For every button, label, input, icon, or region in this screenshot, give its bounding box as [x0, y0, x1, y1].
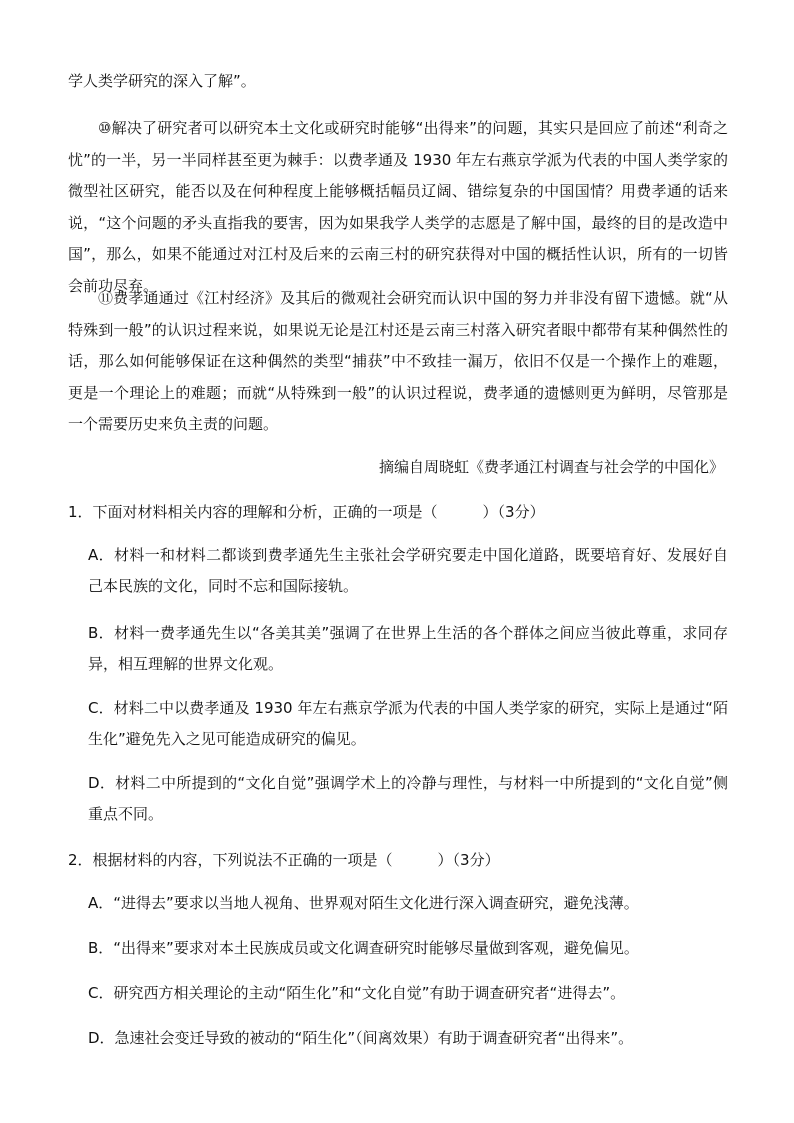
question-2-option-b: B．“出得来”要求对本土民族成员或文化调查研究时能够尽量做到客观，避免偏见。: [88, 939, 639, 957]
passage-source: 摘编自周晓虹《费孝通江村调查与社会学的中国化》: [378, 458, 724, 476]
question-1-option-d: D．材料二中所提到的“文化自觉”强调学术上的冷静与理性，与材料一中所提到的“文化自觉”侧重点不同。: [88, 774, 728, 823]
passage-paragraph-10: ⑩解决了研究者可以研究本土文化或研究时能够“出得来”的问题，其实只是回应了前述“利奇之忧”的一半，另一半同样甚至更为棘手：以费孝通及 1930 年左右燕京学派为代表的中国人类学家的微型社区研究，能否以及在何种程度上能够概括幅员辽阔、错综复杂的中国国情？用费孝通的话来说，“这个问题的矛头直指我的要害，因为如果我学人类学的志愿是了解中国，最终的目的是改造中国”，那么，如果不能通过对江村及后来的云南三村的研究获得对中国的概括性认识，所有的一切皆会前功尽弃。: [68, 119, 728, 295]
question-2-option-c: C．研究西方相关理论的主动“陌生化”和“文化自觉”有助于调查研究者“进得去”。: [88, 984, 626, 1002]
question-2-stem: 2．根据材料的内容，下列说法不正确的一项是（ ）（3分）: [68, 851, 500, 869]
question-2-option-d: D．急速社会变迁导致的被动的“陌生化”（间离效果）有助于调查研究者“出得来”。: [88, 1029, 634, 1047]
passage-continuation: 学人类学研究的深入了解”。: [68, 72, 256, 90]
question-1-stem: 1．下面对材料相关内容的理解和分析，正确的一项是（ ）（3分）: [68, 503, 545, 521]
question-1-option-a: A．材料一和材料二都谈到费孝通先生主张社会学研究要走中国化道路，既要培育好、发展好自己本民族的文化，同时不忘和国际接轨。: [88, 546, 728, 595]
passage-paragraph-11: ⑪费孝通通过《江村经济》及其后的微观社会研究而认识中国的努力并非没有留下遗憾。就“从特殊到一般”的认识过程来说，如果说无论是江村还是云南三村落入研究者眼中都带有某种偶然性的话，那么如何能够保证在这种偶然的类型“捕获”中不致挂一漏万，依旧不仅是一个操作上的难题，更是一个理论上的难题；而就“从特殊到一般”的认识过程说，费孝通的遗憾则更为鲜明，尽管那是一个需要历史来负主责的问题。: [68, 289, 728, 433]
question-1-option-b: B．材料一费孝通先生以“各美其美”强调了在世界上生活的各个群体之间应当彼此尊重，求同存异，相互理解的世界文化观。: [88, 624, 728, 673]
question-1-option-c: C．材料二中以费孝通及 1930 年左右燕京学派为代表的中国人类学家的研究，实际上是通过“陌生化”避免先入之见可能造成研究的偏见。: [88, 699, 728, 748]
question-2-option-a: A．“进得去”要求以当地人视角、世界观对陌生文化进行深入调查研究，避免浅薄。: [88, 894, 639, 912]
